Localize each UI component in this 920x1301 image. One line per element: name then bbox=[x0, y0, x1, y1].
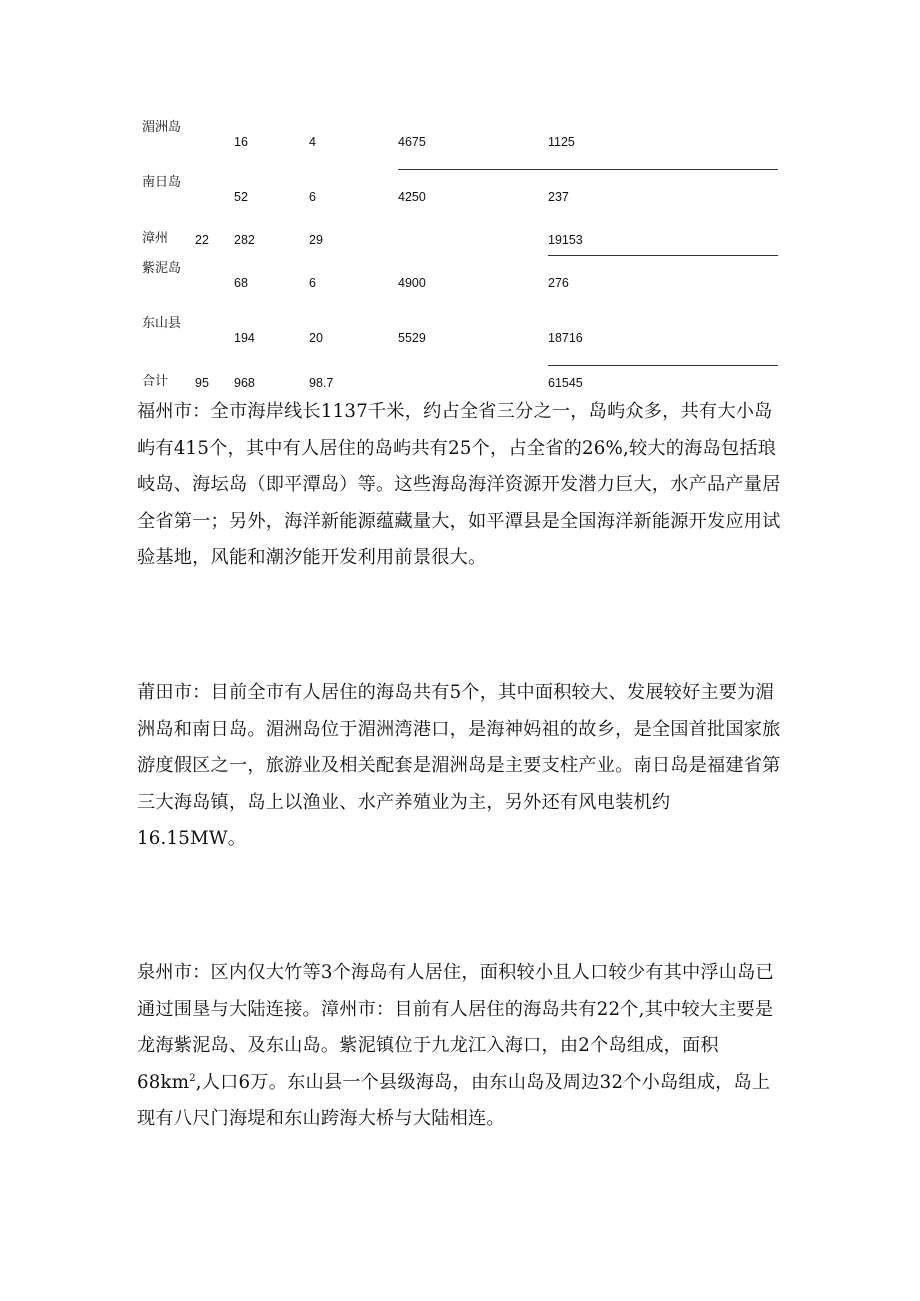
cell-area: 194 bbox=[234, 331, 255, 345]
cell-pop: 20 bbox=[309, 331, 323, 345]
paragraph-quanzhou bbox=[137, 955, 782, 1138]
cell-v2: 237 bbox=[548, 190, 569, 204]
cell-name: 湄洲岛 bbox=[142, 120, 182, 135]
paragraph-putian-tail: 16.15MW。 bbox=[137, 828, 247, 849]
cell-count: 95 bbox=[195, 376, 209, 390]
cell-v2: 1125 bbox=[548, 135, 575, 149]
cell-v2: 276 bbox=[548, 276, 569, 290]
cell-area: 282 bbox=[234, 233, 255, 247]
cell-v2: 19153 bbox=[548, 233, 583, 247]
cell-area: 68 bbox=[234, 276, 248, 290]
cell-v1: 5529 bbox=[398, 331, 426, 345]
cell-area: 16 bbox=[234, 135, 248, 149]
paragraph-quanzhou-text: 泉州市：区内仅大竹等3个海岛有人居住，面积较小且人口较少有其中浮山岛已通过围垦与大陆连接。漳州市：目前有人居住的海岛共有22个,其中较大主要是龙海紫泥岛、及东山岛。紫泥镇位于九龙江入海口，由2个岛组成，面积68km bbox=[137, 962, 774, 1093]
table-rule bbox=[548, 365, 778, 366]
cell-v2: 18716 bbox=[548, 331, 583, 345]
paragraph-fuzhou: 福州市：全市海岸线长1137千米，约占全省三分之一，岛屿众多，共有大小岛屿有415个，其中有人居住的岛屿共有25个，占全省的26%,较大的海岛包括琅岐岛、海坛岛（即平潭岛）等。这些海岛海洋资源开发潜力巨大，水产品产量居全省第一；另外，海洋新能源蕴藏量大，如平潭县是全国海洋新能源开发应用试验基地，风能和潮汐能开发利用前景很大。 bbox=[137, 401, 781, 568]
paragraph-quanzhou-text-cont: ,人口6万。东山县一个县级海岛，由东山岛及周边32个小岛组成，岛上现有八尺门海堤和东山跨海大桥与大陆相连。 bbox=[137, 1071, 771, 1129]
cell-pop: 6 bbox=[309, 190, 316, 204]
cell-pop: 6 bbox=[309, 276, 316, 290]
cell-name: 南日岛 bbox=[142, 175, 182, 190]
cell-pop: 29 bbox=[309, 233, 323, 247]
cell-v1: 4250 bbox=[398, 190, 426, 204]
cell-name: 漳州 bbox=[142, 231, 169, 246]
cell-v1: 4675 bbox=[398, 135, 426, 149]
cell-pop: 4 bbox=[309, 135, 316, 149]
cell-pop: 98.7 bbox=[309, 376, 334, 390]
cell-v2: 61545 bbox=[548, 376, 583, 390]
cell-count: 22 bbox=[195, 233, 209, 247]
cell-area: 968 bbox=[234, 376, 255, 390]
cell-name: 合计 bbox=[142, 374, 169, 389]
cell-area: 52 bbox=[234, 190, 248, 204]
cell-name: 紫泥岛 bbox=[142, 261, 182, 276]
table-rule bbox=[548, 255, 778, 256]
paragraph-putian bbox=[137, 675, 782, 858]
cell-name: 东山县 bbox=[142, 316, 182, 331]
table-rule bbox=[398, 169, 778, 170]
cell-v1: 4900 bbox=[398, 276, 426, 290]
superscript-two: 2 bbox=[189, 1072, 196, 1084]
paragraph-putian-text: 莆田市：目前全市有人居住的海岛共有5个，其中面积较大、发展较好主要为湄洲岛和南日岛。湄洲岛位于湄洲湾港口，是海神妈祖的故乡，是全国首批国家旅游度假区之一，旅游业及相关配套是湄洲岛是主要支柱产业。南日岛是福建省第三大海岛镇，岛上以渔业、水产养殖业为主，另外还有风电装机约 bbox=[137, 682, 781, 813]
